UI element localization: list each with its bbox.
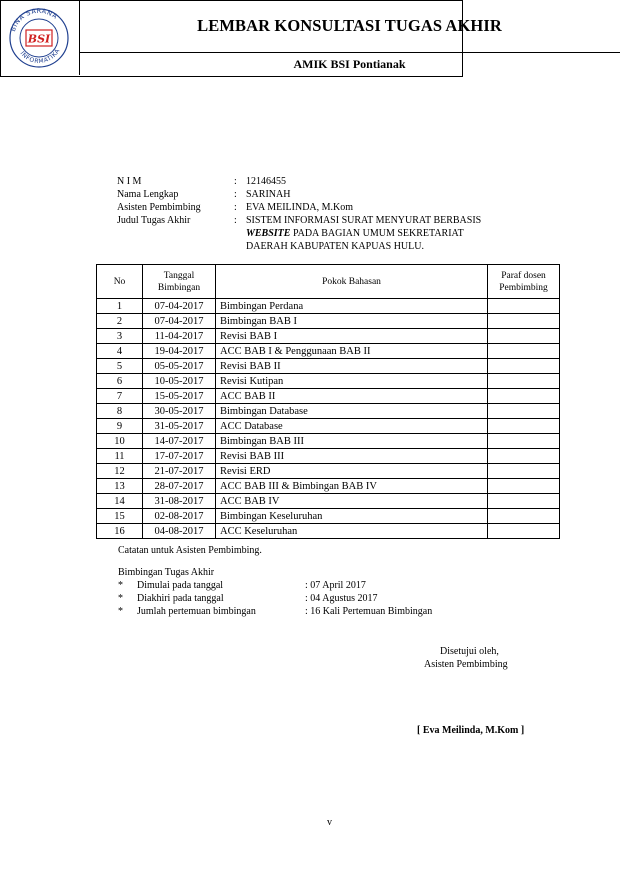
thesis-line-3: DAERAH KABUPATEN KAPUAS HULU. — [246, 241, 424, 252]
table-row — [97, 374, 560, 389]
thesis-line-1: SISTEM INFORMASI SURAT MENYURAT BERBASIS — [246, 215, 482, 226]
row-no: 7 — [97, 389, 143, 404]
table-row — [97, 494, 560, 509]
row-paraf — [488, 434, 560, 449]
row-no: 2 — [97, 314, 143, 329]
row-date: 04-08-2017 — [143, 524, 216, 539]
signature-name: [ Eva Meilinda, M.Kom ] — [417, 725, 525, 736]
bsi-logo — [0, 0, 79, 75]
table-row — [97, 389, 560, 404]
row-paraf — [488, 389, 560, 404]
institution-subtitle: AMIK BSI Pontianak — [293, 57, 406, 71]
row-paraf — [488, 494, 560, 509]
row-topic: Revisi BAB III — [216, 449, 488, 464]
bullet-icon: * — [118, 580, 123, 591]
row-paraf — [488, 344, 560, 359]
row-paraf — [488, 509, 560, 524]
row-topic: ACC BAB IV — [216, 494, 488, 509]
row-no: 5 — [97, 359, 143, 374]
header-paraf: Paraf dosen Pembimbing — [488, 265, 560, 299]
name-label: Nama Lengkap — [117, 189, 179, 200]
table-row — [97, 299, 560, 314]
table-header-row — [97, 265, 560, 299]
row-paraf — [488, 374, 560, 389]
row-topic: Revisi BAB I — [216, 329, 488, 344]
row-topic: ACC BAB I & Penggunaan BAB II — [216, 344, 488, 359]
table-row — [97, 314, 560, 329]
advisor-value: EVA MEILINDA, M.Kom — [246, 202, 354, 213]
title-cell — [79, 0, 620, 53]
advisor-label: Asisten Pembimbing — [117, 202, 201, 213]
thesis-line-2 — [246, 228, 464, 240]
table-row — [97, 509, 560, 524]
colon: : — [234, 189, 237, 200]
row-topic: Bimbingan Keseluruhan — [216, 509, 488, 524]
consultation-table — [96, 264, 560, 539]
row-date: 05-05-2017 — [143, 359, 216, 374]
approval-line-2: Asisten Pembimbing — [424, 659, 508, 670]
row-paraf — [488, 524, 560, 539]
row-topic: Bimbingan Perdana — [216, 299, 488, 314]
thesis-website-em: WEBSITE — [246, 228, 291, 239]
row-date: 19-04-2017 — [143, 344, 216, 359]
end-date-label: Diakhiri pada tanggal — [137, 593, 224, 604]
table-row — [97, 449, 560, 464]
colon: : — [234, 215, 237, 226]
row-topic: Bimbingan Database — [216, 404, 488, 419]
page-title: LEMBAR KONSULTASI TUGAS AKHIR — [197, 16, 502, 35]
colon: : — [234, 176, 237, 187]
row-no: 16 — [97, 524, 143, 539]
row-date: 07-04-2017 — [143, 299, 216, 314]
notes-caption: Catatan untuk Asisten Pembimbing. — [118, 545, 262, 556]
row-paraf — [488, 329, 560, 344]
row-paraf — [488, 479, 560, 494]
row-date: 10-05-2017 — [143, 374, 216, 389]
header-box — [0, 0, 502, 77]
row-paraf — [488, 404, 560, 419]
colon: : — [234, 202, 237, 213]
row-topic: ACC BAB III & Bimbingan BAB IV — [216, 479, 488, 494]
row-no: 8 — [97, 404, 143, 419]
meeting-count-value: : 16 Kali Pertemuan Bimbingan — [305, 606, 433, 617]
svg-text:BINA SARANA: BINA SARANA — [8, 6, 60, 33]
row-no: 10 — [97, 434, 143, 449]
meeting-count-label: Jumlah pertemuan bimbingan — [137, 606, 256, 617]
svg-text:BSI: BSI — [27, 32, 51, 46]
header-no: No — [97, 265, 143, 299]
row-no: 4 — [97, 344, 143, 359]
row-date: 02-08-2017 — [143, 509, 216, 524]
row-date: 14-07-2017 — [143, 434, 216, 449]
row-no: 11 — [97, 449, 143, 464]
name-value: SARINAH — [246, 189, 291, 200]
row-paraf — [488, 464, 560, 479]
table-row — [97, 479, 560, 494]
bullet-icon: * — [118, 606, 123, 617]
row-topic: Revisi BAB II — [216, 359, 488, 374]
table-row — [97, 419, 560, 434]
table-row — [97, 404, 560, 419]
row-topic: ACC BAB II — [216, 389, 488, 404]
start-date-label: Dimulai pada tanggal — [137, 580, 224, 591]
row-paraf — [488, 449, 560, 464]
notes-section-title: Bimbingan Tugas Akhir — [118, 567, 215, 578]
row-no: 3 — [97, 329, 143, 344]
table-body — [97, 299, 560, 539]
row-date: 07-04-2017 — [143, 314, 216, 329]
row-no: 9 — [97, 419, 143, 434]
row-date: 31-05-2017 — [143, 419, 216, 434]
row-no: 15 — [97, 509, 143, 524]
row-paraf — [488, 314, 560, 329]
table-row — [97, 344, 560, 359]
page-number: v — [327, 817, 332, 828]
row-paraf — [488, 419, 560, 434]
header-date: Tanggal Bimbingan — [143, 265, 216, 299]
row-date: 28-07-2017 — [143, 479, 216, 494]
thesis-line-2-rest: PADA BAGIAN UMUM SEKRETARIAT — [290, 228, 464, 239]
row-date: 11-04-2017 — [143, 329, 216, 344]
row-topic: ACC Keseluruhan — [216, 524, 488, 539]
row-topic: Bimbingan BAB I — [216, 314, 488, 329]
row-paraf — [488, 299, 560, 314]
row-date: 15-05-2017 — [143, 389, 216, 404]
approval-line-1: Disetujui oleh, — [440, 646, 499, 657]
row-date: 17-07-2017 — [143, 449, 216, 464]
row-no: 13 — [97, 479, 143, 494]
nim-value: 12146455 — [246, 176, 286, 187]
row-no: 1 — [97, 299, 143, 314]
header-topic: Pokok Bahasan — [216, 265, 488, 299]
row-no: 12 — [97, 464, 143, 479]
end-date-value: : 04 Agustus 2017 — [305, 593, 378, 604]
row-no: 14 — [97, 494, 143, 509]
row-topic: Revisi ERD — [216, 464, 488, 479]
row-date: 31-08-2017 — [143, 494, 216, 509]
row-topic: ACC Database — [216, 419, 488, 434]
nim-label: N I M — [117, 176, 142, 187]
table-row — [97, 359, 560, 374]
svg-text:INFORMATIKA: INFORMATIKA — [18, 47, 62, 66]
row-no: 6 — [97, 374, 143, 389]
table-row — [97, 434, 560, 449]
row-topic: Bimbingan BAB III — [216, 434, 488, 449]
row-date: 30-05-2017 — [143, 404, 216, 419]
thesis-label: Judul Tugas Akhir — [117, 215, 191, 226]
row-date: 21-07-2017 — [143, 464, 216, 479]
row-paraf — [488, 359, 560, 374]
table-row — [97, 329, 560, 344]
table-row — [97, 524, 560, 539]
table-row — [97, 464, 560, 479]
row-topic: Revisi Kutipan — [216, 374, 488, 389]
bullet-icon: * — [118, 593, 123, 604]
logo-cell — [0, 0, 80, 75]
start-date-value: : 07 April 2017 — [305, 580, 366, 591]
